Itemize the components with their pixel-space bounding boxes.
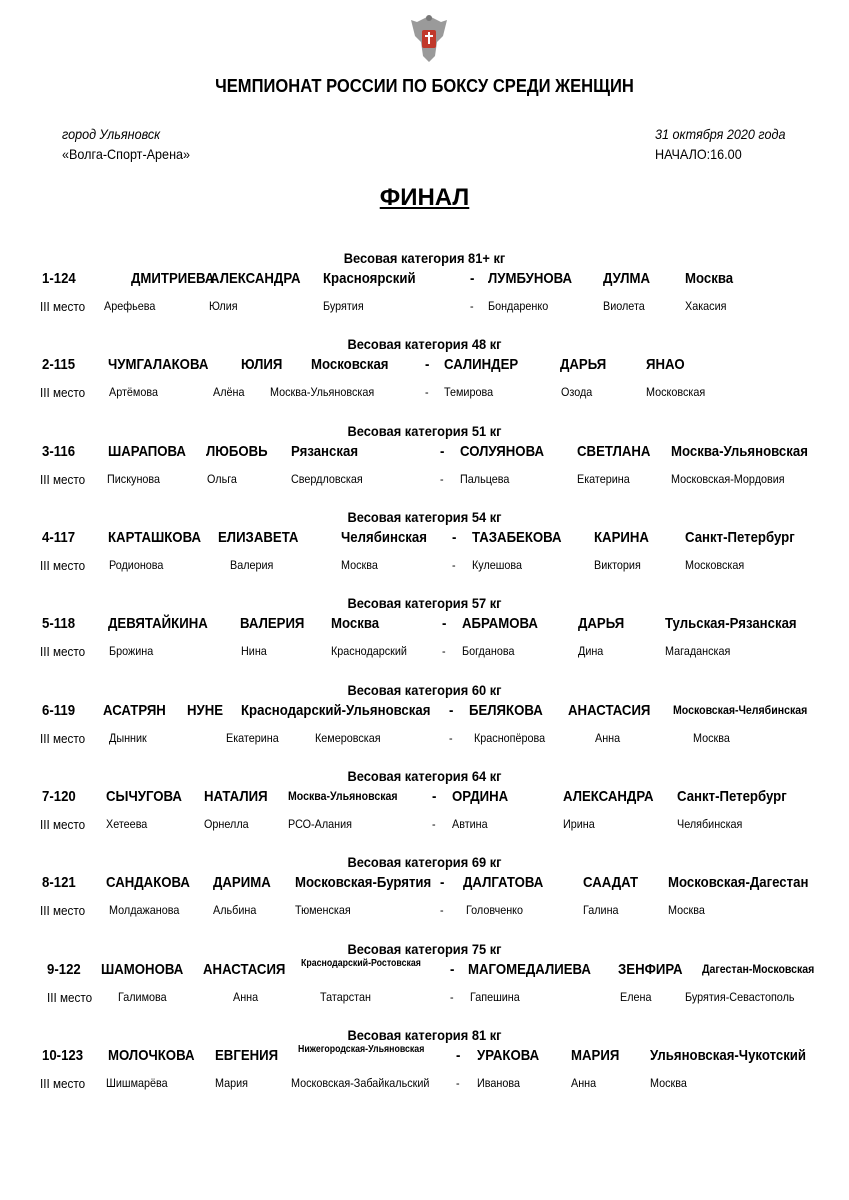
bronze1-region: РСО-Алания bbox=[288, 817, 352, 831]
red-first-name: ЕЛИЗАВЕТА bbox=[218, 529, 299, 546]
city: город Ульяновск bbox=[62, 126, 161, 142]
bronze2-first-name: Елена bbox=[620, 990, 652, 1004]
blue-first-name: ДАРЬЯ bbox=[578, 615, 625, 632]
bronze1-first-name: Альбина bbox=[213, 903, 257, 917]
bronze-dash: - bbox=[456, 1076, 460, 1090]
date: 31 октября 2020 года bbox=[655, 126, 786, 142]
red-region: Краснодарский-Ульяновская bbox=[241, 702, 431, 719]
bronze1-last-name: Арефьева bbox=[104, 299, 156, 313]
bronze-label: III место bbox=[40, 299, 86, 314]
red-last-name: ДЕВЯТАЙКИНА bbox=[108, 615, 208, 632]
page-title: ЧЕМПИОНАТ РОССИИ ПО БОКСУ СРЕДИ ЖЕНЩИН bbox=[215, 76, 634, 96]
red-last-name: ШАРАПОВА bbox=[108, 443, 186, 460]
blue-region: Москва-Ульяновская bbox=[671, 443, 808, 460]
blue-last-name: ОРДИНА bbox=[452, 788, 509, 805]
bronze2-first-name: Озода bbox=[561, 385, 593, 399]
bronze-label: III место bbox=[40, 903, 86, 918]
bronze1-first-name: Анна bbox=[233, 990, 259, 1004]
red-first-name: АЛЕКСАНДРА bbox=[210, 270, 301, 287]
bronze2-last-name: Автина bbox=[452, 817, 488, 831]
blue-region: Тульская-Рязанская bbox=[665, 615, 797, 632]
stage-label: ФИНАЛ bbox=[379, 184, 470, 211]
bronze2-region: Московская-Мордовия bbox=[671, 472, 785, 486]
blue-first-name: АЛЕКСАНДРА bbox=[563, 788, 654, 805]
red-last-name: КАРТАШКОВА bbox=[108, 529, 201, 546]
bout-number: 6-119 bbox=[42, 702, 76, 719]
bout-number: 2-115 bbox=[42, 356, 76, 373]
blue-region: Санкт-Петербург bbox=[677, 788, 787, 805]
bronze2-last-name: Головченко bbox=[466, 903, 524, 917]
red-last-name: САНДАКОВА bbox=[106, 874, 190, 891]
versus-dash: - bbox=[456, 1047, 461, 1064]
versus-dash: - bbox=[440, 443, 445, 460]
weight-category-heading: Весовая категория 64 кг bbox=[347, 768, 502, 784]
weight-category-heading: Весовая категория 69 кг bbox=[347, 854, 502, 870]
versus-dash: - bbox=[440, 874, 445, 891]
weight-category-heading: Весовая категория 75 кг bbox=[347, 941, 502, 957]
blue-region: ЯНАО bbox=[646, 356, 685, 373]
bronze1-region: Тюменская bbox=[295, 903, 351, 917]
stage-heading bbox=[0, 184, 849, 212]
bronze-label: III место bbox=[40, 644, 86, 659]
bout-number: 7-120 bbox=[42, 788, 76, 805]
red-last-name: СЫЧУГОВА bbox=[106, 788, 182, 805]
bout-number: 4-117 bbox=[42, 529, 76, 546]
red-first-name: НАТАЛИЯ bbox=[204, 788, 268, 805]
red-region: Москва-Ульяновская bbox=[288, 789, 398, 803]
bronze-dash: - bbox=[432, 817, 436, 831]
red-first-name: ЕВГЕНИЯ bbox=[215, 1047, 279, 1064]
bronze2-region: Челябинская bbox=[677, 817, 743, 831]
blue-first-name: ЗЕНФИРА bbox=[618, 961, 683, 978]
red-region: Московская bbox=[311, 356, 389, 373]
bronze1-first-name: Валерия bbox=[230, 558, 274, 572]
blue-first-name: ДУЛМА bbox=[603, 270, 651, 287]
bronze2-first-name: Анна bbox=[595, 731, 621, 745]
bronze2-region: Москва bbox=[693, 731, 730, 745]
blue-first-name: МАРИЯ bbox=[571, 1047, 620, 1064]
bout-number: 8-121 bbox=[42, 874, 76, 891]
blue-last-name: АБРАМОВА bbox=[462, 615, 538, 632]
red-last-name: АСАТРЯН bbox=[103, 702, 166, 719]
bronze1-first-name: Орнелла bbox=[204, 817, 249, 831]
blue-last-name: ТАЗАБЕКОВА bbox=[472, 529, 562, 546]
bronze1-region: Бурятия bbox=[323, 299, 364, 313]
bronze1-first-name: Мария bbox=[215, 1076, 249, 1090]
bronze2-first-name: Анна bbox=[571, 1076, 597, 1090]
bronze-dash: - bbox=[450, 990, 454, 1004]
bronze2-first-name: Галина bbox=[583, 903, 619, 917]
bronze2-last-name: Краснопёрова bbox=[474, 731, 546, 745]
weight-category-heading: Весовая категория 48 кг bbox=[347, 336, 502, 352]
red-region: Краснодарский-Ростовская bbox=[301, 958, 421, 969]
blue-region: Санкт-Петербург bbox=[685, 529, 795, 546]
red-last-name: ШАМОНОВА bbox=[101, 961, 184, 978]
bronze1-region: Татарстан bbox=[320, 990, 371, 1004]
red-first-name: НУНЕ bbox=[187, 702, 224, 719]
start-time: НАЧАЛО:16.00 bbox=[655, 146, 742, 162]
blue-region: Дагестан-Московская bbox=[702, 962, 815, 976]
bronze2-first-name: Ирина bbox=[563, 817, 595, 831]
bronze1-region: Свердловская bbox=[291, 472, 363, 486]
bronze1-first-name: Екатерина bbox=[226, 731, 279, 745]
bronze2-region: Магаданская bbox=[665, 644, 731, 658]
bronze1-last-name: Пискунова bbox=[107, 472, 161, 486]
bronze1-last-name: Родионова bbox=[109, 558, 164, 572]
red-first-name: ДАРИМА bbox=[213, 874, 271, 891]
bronze2-first-name: Виолета bbox=[603, 299, 645, 313]
blue-first-name: СААДАТ bbox=[583, 874, 639, 891]
bout-number: 10-123 bbox=[42, 1047, 84, 1064]
bronze1-last-name: Артёмова bbox=[109, 385, 158, 399]
bronze-dash: - bbox=[425, 385, 429, 399]
weight-category-heading: Весовая категория 54 кг bbox=[347, 509, 502, 525]
bronze2-first-name: Виктория bbox=[594, 558, 641, 572]
bronze-dash: - bbox=[440, 903, 444, 917]
bronze-dash: - bbox=[442, 644, 446, 658]
bronze-label: III место bbox=[40, 472, 86, 487]
bronze-dash: - bbox=[470, 299, 474, 313]
red-last-name: МОЛОЧКОВА bbox=[108, 1047, 195, 1064]
bronze1-last-name: Галимова bbox=[118, 990, 167, 1004]
blue-first-name: СВЕТЛАНА bbox=[577, 443, 651, 460]
blue-first-name: ДАРЬЯ bbox=[560, 356, 607, 373]
red-region: Москва bbox=[331, 615, 380, 632]
blue-region: Московская-Челябинская bbox=[673, 703, 808, 717]
blue-last-name: УРАКОВА bbox=[477, 1047, 540, 1064]
bronze-label: III место bbox=[40, 731, 86, 746]
bronze-label: III место bbox=[40, 1076, 86, 1091]
red-region: Челябинская bbox=[341, 529, 427, 546]
bout-number: 1-124 bbox=[42, 270, 76, 287]
red-last-name: ДМИТРИЕВА bbox=[131, 270, 215, 287]
red-region: Рязанская bbox=[291, 443, 359, 460]
bronze2-last-name: Богданова bbox=[462, 644, 515, 658]
bronze2-last-name: Иванова bbox=[477, 1076, 520, 1090]
bout-number: 9-122 bbox=[47, 961, 81, 978]
bout-number: 5-118 bbox=[42, 615, 76, 632]
versus-dash: - bbox=[470, 270, 475, 287]
versus-dash: - bbox=[452, 529, 457, 546]
bronze-label: III место bbox=[40, 558, 86, 573]
bronze2-last-name: Пальцева bbox=[460, 472, 510, 486]
weight-category-heading: Весовая категория 51 кг bbox=[347, 423, 502, 439]
bronze1-region: Краснодарский bbox=[331, 644, 407, 658]
weight-category-heading: Весовая категория 57 кг bbox=[347, 595, 502, 611]
bronze2-region: Хакасия bbox=[685, 299, 727, 313]
blue-region: Московская-Дагестан bbox=[668, 874, 809, 891]
red-region: Нижегородская-Ульяновская bbox=[298, 1044, 425, 1055]
bronze1-last-name: Брожина bbox=[109, 644, 154, 658]
bronze-label: III место bbox=[47, 990, 93, 1005]
red-region: Московская-Бурятия bbox=[295, 874, 432, 891]
federation-emblem-icon bbox=[409, 12, 449, 66]
blue-last-name: СОЛУЯНОВА bbox=[460, 443, 544, 460]
bout-number: 3-116 bbox=[42, 443, 76, 460]
bronze2-region: Москва bbox=[668, 903, 705, 917]
bronze2-last-name: Кулешова bbox=[472, 558, 523, 572]
versus-dash: - bbox=[442, 615, 447, 632]
bronze1-region: Москва-Ульяновская bbox=[270, 385, 375, 399]
bronze-dash: - bbox=[440, 472, 444, 486]
blue-last-name: САЛИНДЕР bbox=[444, 356, 519, 373]
bronze-dash: - bbox=[449, 731, 453, 745]
red-region: Красноярский bbox=[323, 270, 416, 287]
bronze2-last-name: Бондаренко bbox=[488, 299, 549, 313]
blue-last-name: МАГОМЕДАЛИЕВА bbox=[468, 961, 591, 978]
blue-first-name: АНАСТАСИЯ bbox=[568, 702, 651, 719]
bronze1-first-name: Ольга bbox=[207, 472, 237, 486]
bronze1-region: Московская-Забайкальский bbox=[291, 1076, 430, 1090]
versus-dash: - bbox=[425, 356, 430, 373]
versus-dash: - bbox=[449, 702, 454, 719]
blue-first-name: КАРИНА bbox=[594, 529, 649, 546]
blue-region: Москва bbox=[685, 270, 734, 287]
bronze1-first-name: Нина bbox=[241, 644, 267, 658]
red-last-name: ЧУМГАЛАКОВА bbox=[108, 356, 209, 373]
blue-last-name: БЕЛЯКОВА bbox=[469, 702, 543, 719]
weight-category-heading: Весовая категория 81+ кг bbox=[343, 250, 506, 266]
bronze-dash: - bbox=[452, 558, 456, 572]
bronze1-region: Кемеровская bbox=[315, 731, 381, 745]
bronze1-last-name: Дынник bbox=[109, 731, 147, 745]
bronze2-last-name: Гапешина bbox=[470, 990, 520, 1004]
versus-dash: - bbox=[432, 788, 437, 805]
red-first-name: ЮЛИЯ bbox=[241, 356, 283, 373]
bronze1-last-name: Шишмарёва bbox=[106, 1076, 168, 1090]
blue-last-name: ДАЛГАТОВА bbox=[463, 874, 544, 891]
bronze1-last-name: Молдажанова bbox=[109, 903, 180, 917]
weight-category-heading: Весовая категория 60 кг bbox=[347, 682, 502, 698]
bronze-label: III место bbox=[40, 817, 86, 832]
bronze2-first-name: Екатерина bbox=[577, 472, 630, 486]
bronze2-first-name: Дина bbox=[578, 644, 604, 658]
bronze1-region: Москва bbox=[341, 558, 378, 572]
bronze1-first-name: Юлия bbox=[209, 299, 238, 313]
red-first-name: ВАЛЕРИЯ bbox=[240, 615, 305, 632]
venue: «Волга-Спорт-Арена» bbox=[62, 146, 191, 162]
bronze-label: III место bbox=[40, 385, 86, 400]
red-first-name: ЛЮБОВЬ bbox=[206, 443, 268, 460]
red-first-name: АНАСТАСИЯ bbox=[203, 961, 286, 978]
bronze2-region: Бурятия-Севастополь bbox=[685, 990, 795, 1004]
bronze2-region: Московская bbox=[685, 558, 745, 572]
versus-dash: - bbox=[450, 961, 455, 978]
bronze2-last-name: Темирова bbox=[444, 385, 494, 399]
blue-region: Ульяновская-Чукотский bbox=[650, 1047, 807, 1064]
bronze2-region: Московская bbox=[646, 385, 706, 399]
bronze1-first-name: Алёна bbox=[213, 385, 245, 399]
blue-last-name: ЛУМБУНОВА bbox=[488, 270, 573, 287]
bronze2-region: Москва bbox=[650, 1076, 687, 1090]
weight-category-heading: Весовая категория 81 кг bbox=[347, 1027, 502, 1043]
bronze1-last-name: Хетеева bbox=[106, 817, 148, 831]
